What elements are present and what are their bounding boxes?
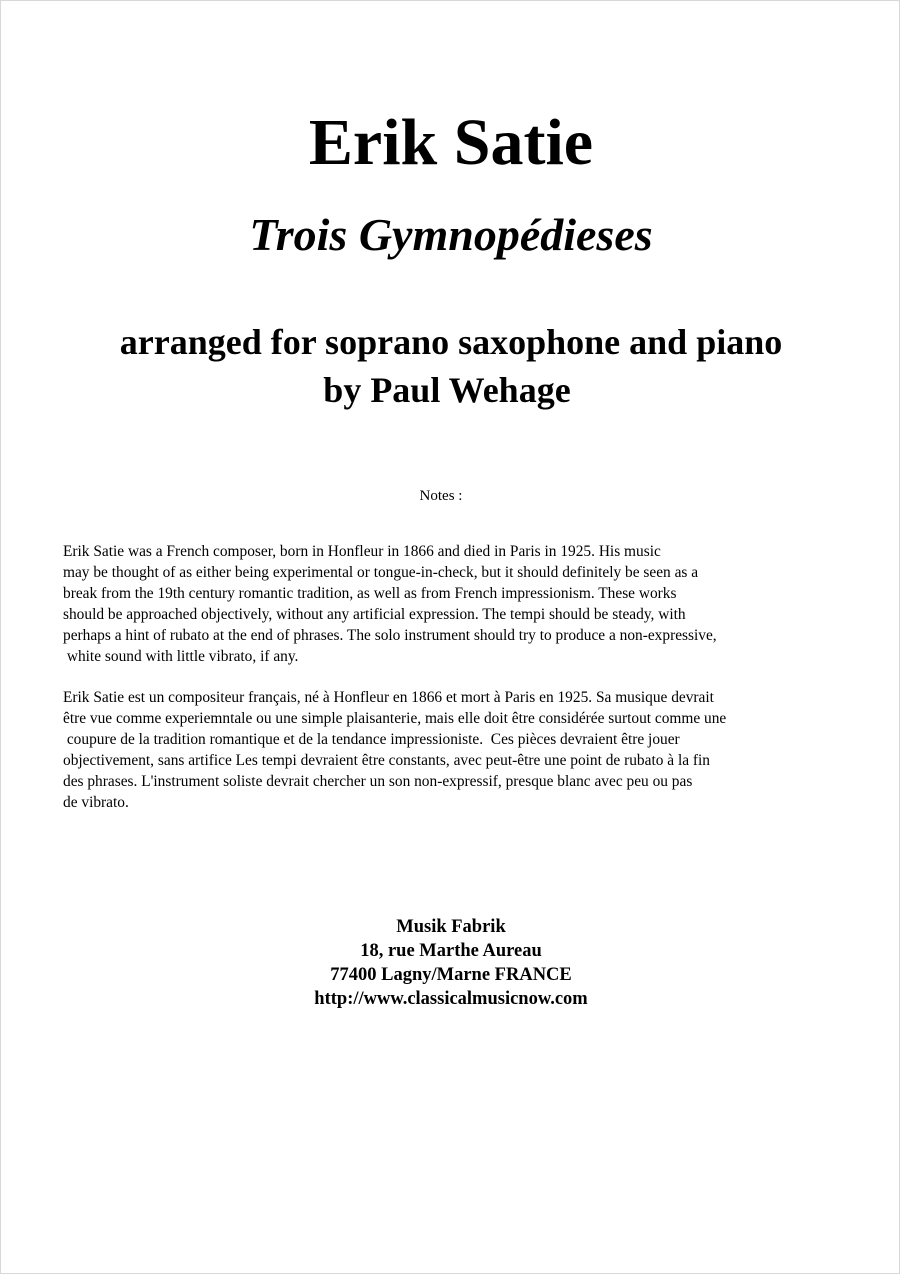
- composer-name: Erik Satie: [308, 106, 594, 179]
- publisher-street: 18, rue Marthe Aureau: [360, 941, 542, 961]
- publisher-url: http://www.classicalmusicnow.com: [314, 989, 588, 1009]
- notes-line: should be approached objectively, without any artificial expression. The tempi should be steady, with: [63, 606, 686, 623]
- work-title: Trois Gymnopédieses: [249, 209, 653, 260]
- notes-heading: Notes :: [419, 488, 463, 504]
- publisher-city: 77400 Lagny/Marne FRANCE: [330, 965, 572, 985]
- notes-line: may be thought of as either being experimental or tongue-in-check, but it should definitely be seen as a: [63, 564, 699, 581]
- notes-line: coupure de la tradition romantique et de la tendance impressioniste. Ces pièces devraient être jouer: [63, 731, 680, 748]
- notes-line: perhaps a hint of rubato at the end of phrases. The solo instrument should try to produce a non-expressive,: [63, 627, 717, 644]
- publisher-block: [1, 915, 900, 1011]
- arrangement-line: arranged for soprano saxophone and piano: [119, 322, 783, 362]
- notes-line: objectivement, sans artifice Les tempi devraient être constants, avec peut-être une point de rubato à la fin: [63, 752, 711, 769]
- arranger-text: by Paul Wehage: [323, 370, 571, 410]
- notes-line: Erik Satie est un compositeur français, né à Honfleur en 1866 et mort à Paris en 1925. Sa musique devrait: [63, 689, 714, 706]
- notes-paragraph-french: [63, 687, 863, 813]
- notes-line: de vibrato.: [63, 794, 129, 811]
- notes-line: white sound with little vibrato, if any.: [63, 648, 299, 665]
- arranger-line: [1, 367, 900, 413]
- notes-line: être vue comme experiemntale ou une simple plaisanterie, mais elle doit être considérée surtout comme une: [63, 710, 727, 727]
- notes-line: des phrases. L'instrument soliste devrait chercher un son non-expressif, presque blanc avec peu ou pas: [63, 773, 693, 790]
- notes-paragraph-english: [63, 541, 863, 667]
- notes-line: break from the 19th century romantic tradition, as well as from French impressionism. These works: [63, 585, 677, 602]
- publisher-name: Musik Fabrik: [396, 917, 506, 937]
- notes-line: Erik Satie was a French composer, born in Honfleur in 1866 and died in Paris in 1925. His music: [63, 543, 661, 560]
